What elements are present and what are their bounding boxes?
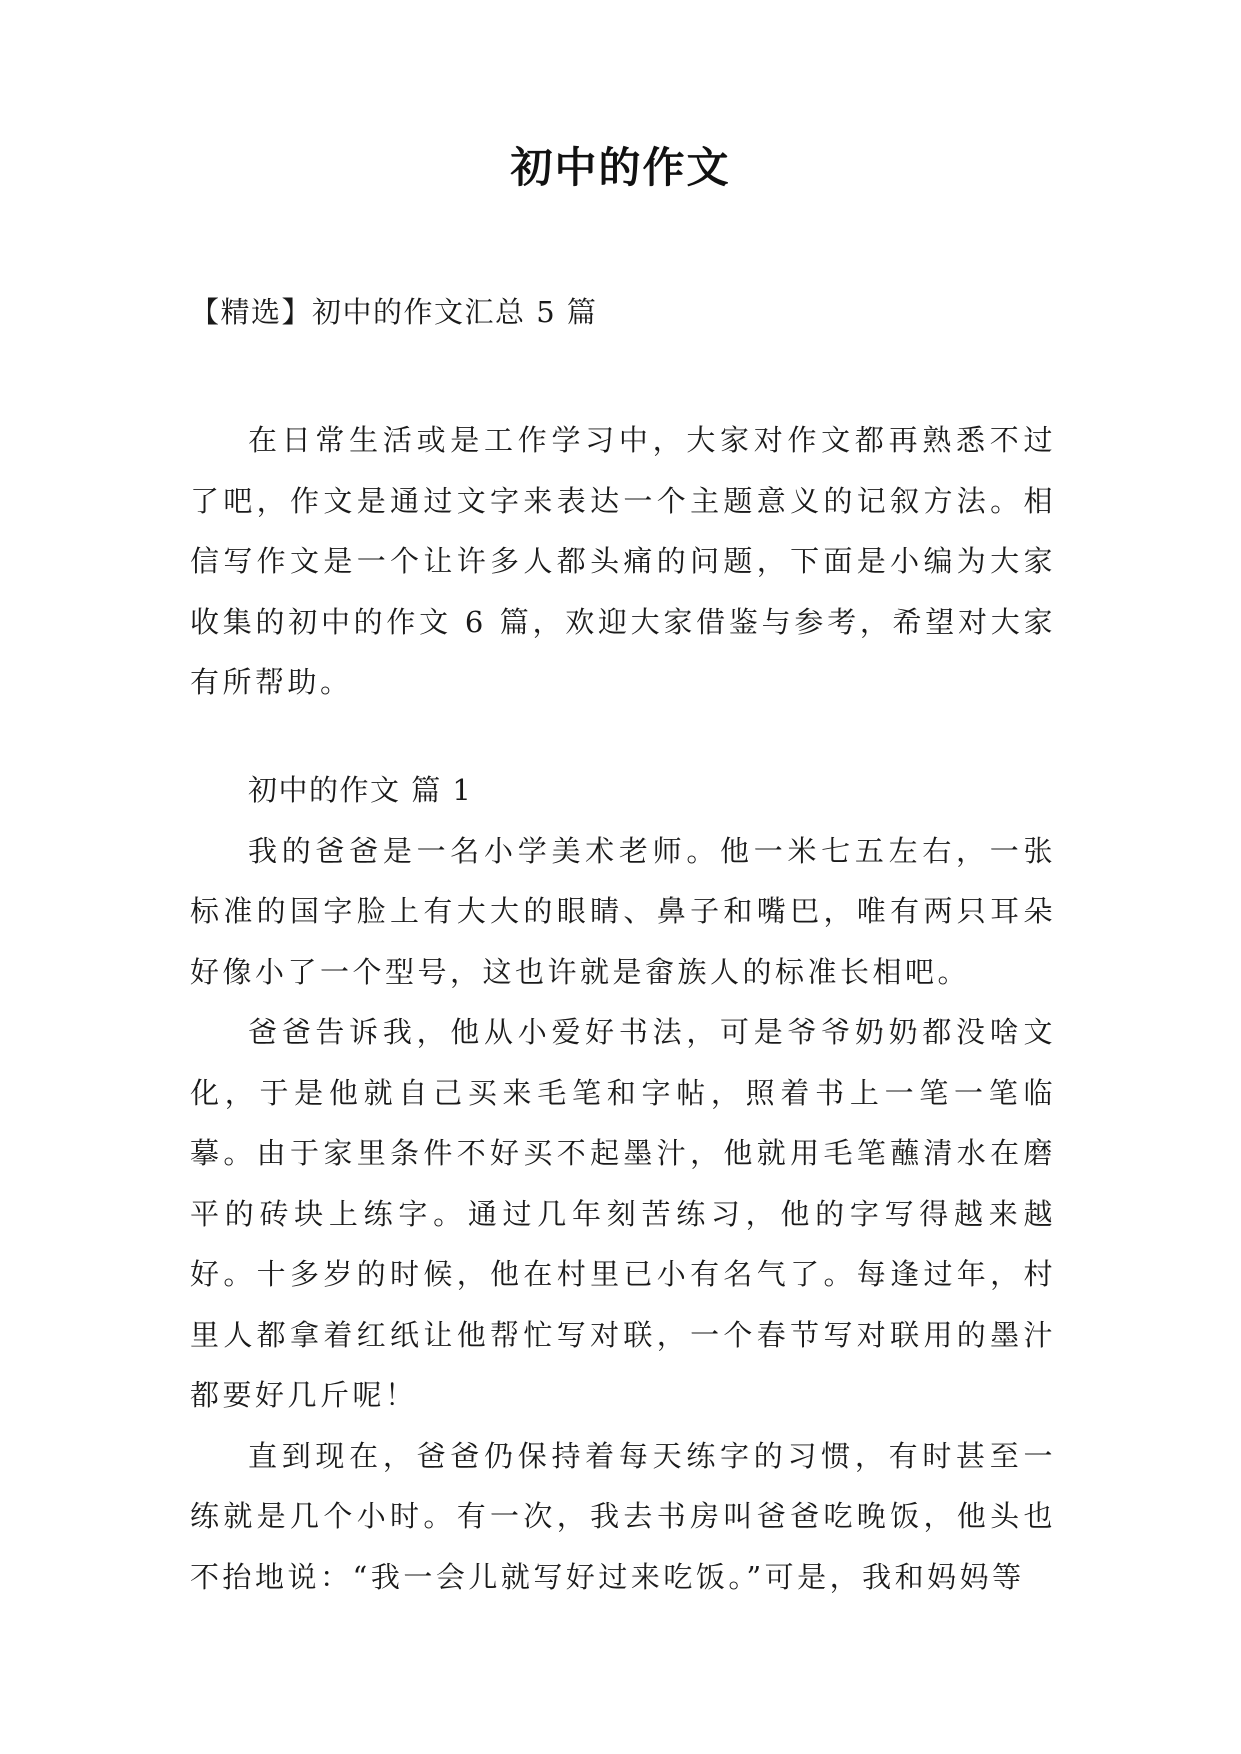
section-paragraph: 直到现在，爸爸仍保持着每天练字的习惯，有时甚至一练就是几个小时。有一次，我去书房叫爸爸吃晚饭，他头也不抬地说：“我一会儿就写好过来吃饭。”可是，我和妈妈等 xyxy=(190,1438,1056,1594)
intro-paragraph: 在日常生活或是工作学习中，大家对作文都再熟悉不过了吧，作文是通过文字来表达一个主题意义的记叙方法。相信写作文是一个让许多人都头痛的问题，下面是小编为大家收集的初中的作文 6 篇，欢迎大家借鉴与参考，希望对大家有所帮助。 xyxy=(190,423,1056,699)
document-subtitle: 【精选】初中的作文汇总 5 篇 xyxy=(190,295,598,329)
section-paragraph: 爸爸告诉我，他从小爱好书法，可是爷爷奶奶都没啥文化，于是他就自己买来毛笔和字帖，照着书上一笔一笔临摹。由于家里条件不好买不起墨汁，他就用毛笔蘸清水在磨平的砖块上练字。通过几年刻苦练习，他的字写得越来越好。十多岁的时候，他在村里已小有名气了。每逢过年，村里人都拿着红纸让他帮忙写对联，一个春节写对联用的墨汁都要好几斤呢！ xyxy=(190,1015,1056,1412)
intro-block xyxy=(190,410,1056,713)
section-paragraph: 我的爸爸是一名小学美术老师。他一米七五左右，一张标准的国字脸上有大大的眼睛、鼻子和嘴巴，唯有两只耳朵好像小了一个型号，这也许就是畲族人的标准长相吧。 xyxy=(190,833,1056,989)
section-1 xyxy=(190,760,1056,1607)
section-heading: 初中的作文 篇 1 xyxy=(248,773,473,807)
document-title: 初中的作文 xyxy=(510,143,731,192)
